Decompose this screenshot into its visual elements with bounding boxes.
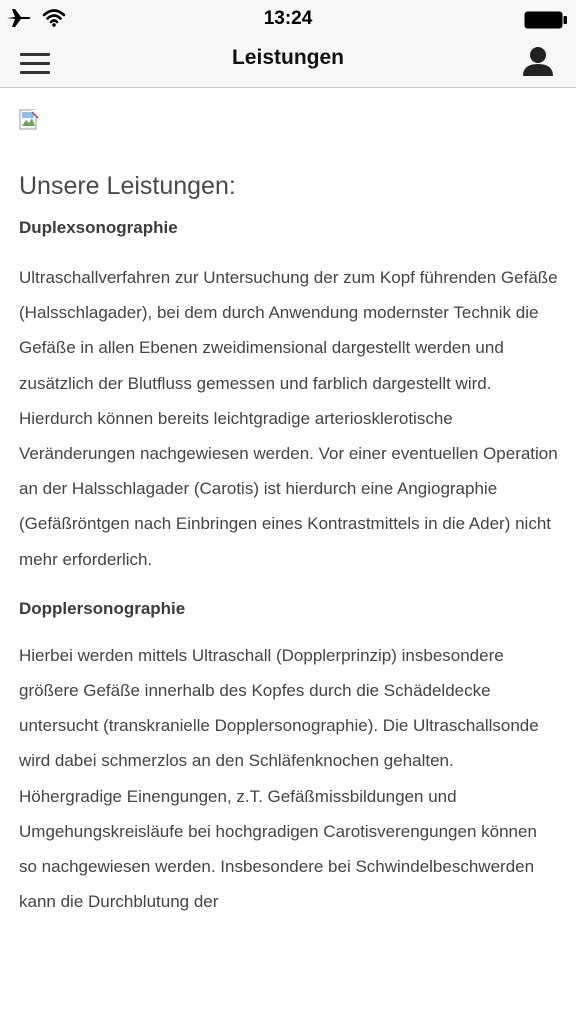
section-heading: Unsere Leistungen: — [19, 172, 236, 200]
doppler-title: Dopplersonographie — [19, 598, 186, 618]
broken-image-icon — [19, 109, 41, 131]
duplex-text: Ultraschallverfahren zur Untersuchung der zum Kopf führenden Gefäße (Halsschlagader), bei dem durch Anwendung modernster Technik die Gefäße in allen Ebenen zweidimensional dargestellt werden und zusätzlich der Blutfluss gemessen und farblich dargestellt wird. Hierdurch können bereits leichtgradige arteriosklerotische Veränderungen nachgewiesen werden. Vor einer eventuellen Operation an der Halsschlagader (Carotis) ist hierdurch eine Angiographie (Gefäßröntgen nach Einbringen eines Kontrastmittels in die Ader) nicht mehr erforderlich. — [19, 268, 558, 569]
navigation-bar — [0, 38, 576, 88]
user-icon[interactable] — [518, 42, 558, 82]
status-time: 13:24 — [263, 8, 313, 29]
status-bar — [0, 0, 576, 38]
duplex-title: Duplexsonographie — [19, 218, 178, 237]
battery-icon — [524, 11, 568, 29]
menu-line — [20, 71, 50, 74]
page-title: Leistungen — [231, 46, 344, 69]
doppler-text: Hierbei werden mittels Ultraschall (Dopplerprinzip) insbesondere größere Gefäße innerhalb des Kopfes durch die Schädeldecke untersucht (transkranielle Dopplersonographie). Die Ultraschallsonde wird dabei schmerzlos an den Schläfenknochen gehalten. Höhergradige Einengungen, z.T. Gefäßmissbildungen und Umgehungskreisläufe bei hochgradigen Carotisverengungen können so nachgewiesen werden. Insbesondere bei Schwindelbeschwerden kann die Durchblutung der — [19, 645, 539, 912]
content-area — [19, 88, 559, 919]
